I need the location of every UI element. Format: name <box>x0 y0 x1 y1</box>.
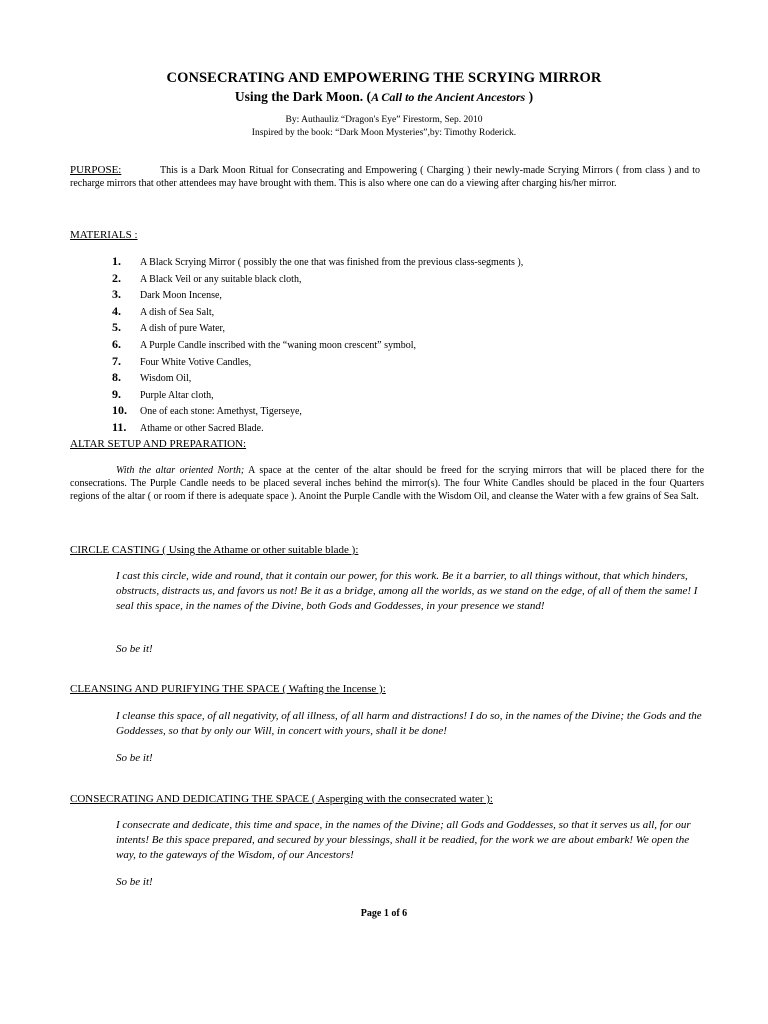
list-item: 8. Wisdom Oil, <box>112 370 192 385</box>
consecrating-invocation: I consecrate and dedicate, this time and space, in the names of the Divine; all Gods and Goddesses, so that it serves us all, for our intents! Be this space prepared, and secured by your blessings, shall it be readied, for the work we are about embark! We open the way, to the gateways of the Wisdom, of our Ancestors! <box>116 819 691 861</box>
subtitle-main: Using the Dark Moon. ( <box>234 89 372 104</box>
document-title: CONSECRATING AND EMPOWERING THE SCRYING MIRROR <box>166 70 602 86</box>
materials-list <box>112 254 672 437</box>
list-item: 9. Purple Altar cloth, <box>112 386 214 401</box>
altar-lead: With the altar oriented North; <box>116 465 245 476</box>
list-item: 7. Four White Votive Candles, <box>112 353 252 368</box>
list-item: 2. A Black Veil or any suitable black cloth, <box>112 270 302 285</box>
byline <box>0 114 768 140</box>
page-number: Page 1 of 6 <box>360 908 408 919</box>
purpose-text: This is a Dark Moon Ritual for Consecrating and Empowering ( Charging ) their newly-made Scrying Mirrors ( from class ) and to recharge mirrors that other attendees may have brought with them. This is also where one can do a viewing after charging his/her mirror. <box>70 165 700 189</box>
document-subtitle <box>0 89 768 105</box>
materials-heading: MATERIALS : <box>70 229 138 241</box>
cleansing-closing: So be it! <box>116 752 153 764</box>
cleansing-heading: CLEANSING AND PURIFYING THE SPACE ( Wafting the Incense ): <box>70 683 386 695</box>
author-line: By: Authauliz “Dragon's Eye” Firestorm, Sep. 2010 <box>285 115 483 125</box>
cleansing-invocation: I cleanse this space, of all negativity, of all illness, of all harm and distractions! I do so, in the names of the Divine; the Gods and the Goddesses, so that by only our Will, in concert with yours, shall it be done! <box>116 710 702 737</box>
purpose-label: PURPOSE: <box>70 164 122 176</box>
consecrating-heading: CONSECRATING AND DEDICATING THE SPACE ( Asperging with the consecrated water ): <box>70 793 493 805</box>
list-item: 4. A dish of Sea Salt, <box>112 303 215 318</box>
list-item: 1. A Black Scrying Mirror ( possibly the one that was finished from the previous class-segments ), <box>112 254 524 268</box>
list-item: 5. A dish of pure Water, <box>112 320 225 335</box>
altar-text: A space at the center of the altar should be freed for the scrying mirrors that will be placed there for the consecrations. The Purple Candle needs to be placed several inches behind the mirror(s). The four White Candles should be placed in the four Quarters regions of the altar ( or room if there is adequate space ). Anoint the Purple Candle with the Wisdom Oil, and cleanse the Water with a few grains of Sea Salt. <box>70 465 705 502</box>
purpose-section <box>70 164 700 190</box>
altar-paragraph <box>70 464 704 503</box>
list-item: 10. One of each stone: Amethyst, Tigerseye, <box>112 403 302 418</box>
altar-heading: ALTAR SETUP AND PREPARATION: <box>70 438 247 450</box>
circle-casting-heading: CIRCLE CASTING ( Using the Athame or other suitable blade ): <box>70 544 359 556</box>
subtitle-end: ) <box>525 89 534 104</box>
list-item: 6. A Purple Candle inscribed with the “waning moon crescent” symbol, <box>112 336 417 351</box>
list-item: 11. Athame or other Sacred Blade. <box>112 419 264 434</box>
consecrating-closing: So be it! <box>116 876 153 888</box>
inspiration-line: Inspired by the book: “Dark Moon Mysteries”,by: Timothy Roderick. <box>251 128 517 138</box>
list-item: 3. Dark Moon Incense, <box>112 287 222 302</box>
circle-casting-closing: So be it! <box>116 643 153 655</box>
subtitle-italic: A Call to the Ancient Ancestors <box>371 90 526 104</box>
circle-casting-invocation: I cast this circle, wide and round, that it contain our power, for this work. Be it a barrier, to all things without, that which hinders, obstructs, distracts us, and favors us not! Be it as a bridge, among all the worlds, as we stand on the edge, of all of them the same! I seal this space, in the names of the Divine, both Gods and Goddesses, in your presence we stand! <box>116 570 698 612</box>
